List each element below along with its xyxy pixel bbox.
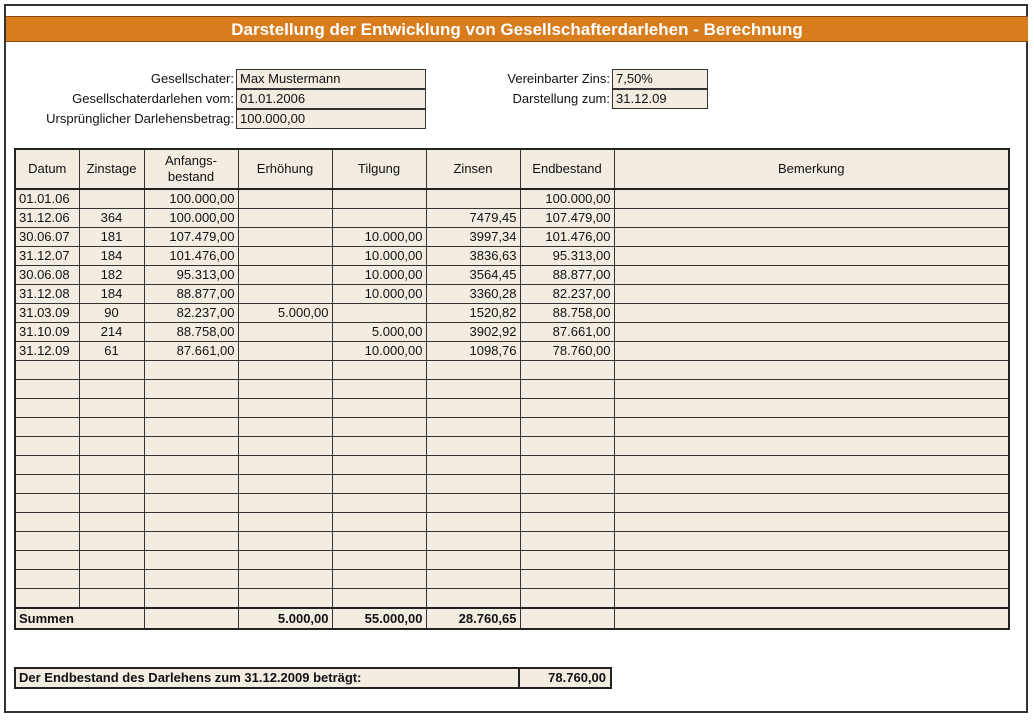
cell-endbestand[interactable]: 88.758,00	[520, 304, 614, 323]
cell-zinsen[interactable]: 3902,92	[426, 323, 520, 342]
cell-endbestand[interactable]: 82.237,00	[520, 285, 614, 304]
cell-tilgung[interactable]	[332, 189, 426, 209]
sum-label: Summen	[15, 608, 144, 629]
cell-empty[interactable]	[614, 456, 1009, 475]
table-row	[15, 342, 1009, 361]
col-header-zinsen: Zinsen	[426, 149, 520, 189]
col-header-bemerkung: Bemerkung	[614, 149, 1009, 189]
cell-empty[interactable]	[614, 532, 1009, 551]
table-row	[15, 304, 1009, 323]
cell-endbestand[interactable]: 88.877,00	[520, 266, 614, 285]
col-header-anfangsbestand: Anfangs- bestand	[144, 149, 238, 189]
cell-empty[interactable]	[332, 380, 426, 399]
cell-empty[interactable]	[79, 456, 144, 475]
cell-empty[interactable]	[332, 418, 426, 437]
cell-empty[interactable]	[426, 551, 520, 570]
page-title: Darstellung der Entwicklung von Gesellschafterdarlehen - Berechnung	[6, 16, 1028, 42]
table-row-empty	[15, 475, 1009, 494]
table-header-row	[15, 149, 1009, 189]
cell-empty[interactable]	[238, 589, 332, 609]
cell-empty[interactable]	[15, 380, 79, 399]
cell-empty[interactable]	[332, 570, 426, 589]
cell-empty[interactable]	[79, 494, 144, 513]
cell-empty[interactable]	[332, 513, 426, 532]
cell-empty[interactable]	[614, 570, 1009, 589]
cell-empty[interactable]	[426, 475, 520, 494]
cell-empty[interactable]	[520, 475, 614, 494]
cell-erhoehung[interactable]	[238, 189, 332, 209]
cell-empty[interactable]	[79, 532, 144, 551]
cell-empty[interactable]	[144, 456, 238, 475]
cell-empty[interactable]	[614, 475, 1009, 494]
table-row-empty	[15, 570, 1009, 589]
table-row-empty	[15, 418, 1009, 437]
cell-empty[interactable]	[520, 494, 614, 513]
cell-empty[interactable]	[144, 589, 238, 609]
cell-erhoehung[interactable]	[238, 342, 332, 361]
cell-empty[interactable]	[15, 361, 79, 380]
cell-empty[interactable]	[614, 589, 1009, 609]
table-row	[15, 228, 1009, 247]
cell-anfangsbestand[interactable]: 82.237,00	[144, 304, 238, 323]
cell-erhoehung[interactable]: 5.000,00	[238, 304, 332, 323]
cell-bemerkung[interactable]	[614, 247, 1009, 266]
cell-anfangsbestand[interactable]: 101.476,00	[144, 247, 238, 266]
cell-datum[interactable]: 31.12.09	[15, 342, 79, 361]
darstellung-field[interactable]: 31.12.09	[612, 89, 708, 109]
betrag-field[interactable]: 100.000,00	[236, 109, 426, 129]
cell-empty[interactable]	[520, 513, 614, 532]
cell-empty[interactable]	[79, 475, 144, 494]
cell-empty[interactable]	[426, 494, 520, 513]
cell-tilgung[interactable]: 10.000,00	[332, 228, 426, 247]
cell-bemerkung[interactable]	[614, 323, 1009, 342]
cell-empty[interactable]	[144, 532, 238, 551]
cell-empty[interactable]	[15, 494, 79, 513]
cell-zinstage[interactable]	[79, 189, 144, 209]
cell-empty[interactable]	[426, 532, 520, 551]
cell-empty[interactable]	[332, 494, 426, 513]
cell-empty[interactable]	[238, 513, 332, 532]
cell-empty[interactable]	[144, 570, 238, 589]
table-row-empty	[15, 551, 1009, 570]
sum-endbestand	[520, 608, 614, 629]
sum-tilgung: 55.000,00	[332, 608, 426, 629]
cell-empty[interactable]	[144, 437, 238, 456]
cell-empty[interactable]	[238, 570, 332, 589]
table-row-empty	[15, 399, 1009, 418]
col-header-erhoehung: Erhöhung	[238, 149, 332, 189]
cell-zinstage[interactable]: 184	[79, 247, 144, 266]
cell-empty[interactable]	[520, 361, 614, 380]
cell-empty[interactable]	[332, 361, 426, 380]
cell-endbestand[interactable]: 101.476,00	[520, 228, 614, 247]
cell-endbestand[interactable]: 95.313,00	[520, 247, 614, 266]
cell-zinstage[interactable]: 214	[79, 323, 144, 342]
cell-empty[interactable]	[520, 437, 614, 456]
cell-anfangsbestand[interactable]: 95.313,00	[144, 266, 238, 285]
table-row	[15, 266, 1009, 285]
cell-zinstage[interactable]: 181	[79, 228, 144, 247]
cell-empty[interactable]	[614, 551, 1009, 570]
cell-tilgung[interactable]: 5.000,00	[332, 323, 426, 342]
cell-bemerkung[interactable]	[614, 342, 1009, 361]
cell-bemerkung[interactable]	[614, 228, 1009, 247]
cell-empty[interactable]	[79, 437, 144, 456]
cell-empty[interactable]	[238, 437, 332, 456]
cell-empty[interactable]	[520, 418, 614, 437]
cell-tilgung[interactable]: 10.000,00	[332, 285, 426, 304]
cell-erhoehung[interactable]	[238, 247, 332, 266]
cell-empty[interactable]	[144, 494, 238, 513]
cell-zinsen[interactable]: 1098,76	[426, 342, 520, 361]
darlehen-vom-field[interactable]: 01.01.2006	[236, 89, 426, 109]
cell-zinstage[interactable]: 90	[79, 304, 144, 323]
cell-bemerkung[interactable]	[614, 266, 1009, 285]
cell-empty[interactable]	[144, 380, 238, 399]
table-row-empty	[15, 361, 1009, 380]
cell-datum[interactable]: 30.06.08	[15, 266, 79, 285]
cell-zinsen[interactable]: 3997,34	[426, 228, 520, 247]
cell-empty[interactable]	[332, 532, 426, 551]
cell-erhoehung[interactable]	[238, 228, 332, 247]
cell-datum[interactable]: 31.03.09	[15, 304, 79, 323]
cell-anfangsbestand[interactable]: 100.000,00	[144, 189, 238, 209]
cell-empty[interactable]	[79, 570, 144, 589]
gesellschafter-field[interactable]: Max Mustermann	[236, 69, 426, 89]
table-row-empty	[15, 494, 1009, 513]
cell-empty[interactable]	[238, 475, 332, 494]
cell-endbestand[interactable]: 87.661,00	[520, 323, 614, 342]
cell-empty[interactable]	[238, 361, 332, 380]
col-header-endbestand: Endbestand	[520, 149, 614, 189]
cell-empty[interactable]	[332, 437, 426, 456]
cell-empty[interactable]	[332, 551, 426, 570]
cell-empty[interactable]	[238, 494, 332, 513]
cell-erhoehung[interactable]	[238, 323, 332, 342]
cell-empty[interactable]	[144, 475, 238, 494]
cell-anfangsbestand[interactable]: 87.661,00	[144, 342, 238, 361]
table-row-empty	[15, 437, 1009, 456]
cell-empty[interactable]	[614, 494, 1009, 513]
cell-zinsen[interactable]: 3360,28	[426, 285, 520, 304]
betrag-label: Ursprünglicher Darlehensbetrag:	[46, 111, 234, 126]
cell-empty[interactable]	[144, 513, 238, 532]
cell-empty[interactable]	[520, 532, 614, 551]
cell-erhoehung[interactable]	[238, 285, 332, 304]
cell-bemerkung[interactable]	[614, 189, 1009, 209]
cell-empty[interactable]	[614, 418, 1009, 437]
gesellschafter-label: Gesellschater:	[150, 71, 234, 86]
cell-zinsen[interactable]: 3564,45	[426, 266, 520, 285]
cell-empty[interactable]	[238, 380, 332, 399]
table-row-empty	[15, 513, 1009, 532]
cell-bemerkung[interactable]	[614, 304, 1009, 323]
cell-empty[interactable]	[15, 418, 79, 437]
cell-empty[interactable]	[614, 437, 1009, 456]
cell-empty[interactable]	[144, 418, 238, 437]
cell-empty[interactable]	[520, 551, 614, 570]
cell-empty[interactable]	[426, 380, 520, 399]
sum-bemerkung	[614, 608, 1009, 629]
cell-empty[interactable]	[426, 437, 520, 456]
cell-erhoehung[interactable]	[238, 266, 332, 285]
cell-empty[interactable]	[614, 361, 1009, 380]
cell-empty[interactable]	[15, 551, 79, 570]
cell-empty[interactable]	[238, 456, 332, 475]
cell-empty[interactable]	[332, 456, 426, 475]
cell-tilgung[interactable]: 10.000,00	[332, 247, 426, 266]
cell-empty[interactable]	[520, 399, 614, 418]
cell-empty[interactable]	[79, 589, 144, 609]
cell-empty[interactable]	[520, 456, 614, 475]
loan-table	[14, 148, 1010, 630]
cell-empty[interactable]	[79, 399, 144, 418]
sum-zinsen: 28.760,65	[426, 608, 520, 629]
table-row-empty	[15, 456, 1009, 475]
cell-empty[interactable]	[426, 570, 520, 589]
table-row-empty	[15, 589, 1009, 609]
cell-tilgung[interactable]: 10.000,00	[332, 266, 426, 285]
cell-empty[interactable]	[15, 437, 79, 456]
cell-empty[interactable]	[614, 380, 1009, 399]
cell-empty[interactable]	[614, 513, 1009, 532]
cell-empty[interactable]	[332, 399, 426, 418]
cell-empty[interactable]	[79, 551, 144, 570]
table-row	[15, 189, 1009, 209]
endbestand-summary-value: 78.760,00	[518, 669, 610, 687]
cell-empty[interactable]	[238, 532, 332, 551]
cell-empty[interactable]	[79, 418, 144, 437]
cell-datum[interactable]: 31.12.07	[15, 247, 79, 266]
cell-empty[interactable]	[332, 589, 426, 609]
sum-erhoehung: 5.000,00	[238, 608, 332, 629]
darlehen-vom-label: Gesellschaterdarlehen vom:	[72, 91, 234, 106]
cell-empty[interactable]	[426, 589, 520, 609]
cell-endbestand[interactable]: 107.479,00	[520, 209, 614, 228]
cell-zinstage[interactable]: 364	[79, 209, 144, 228]
cell-endbestand[interactable]: 100.000,00	[520, 189, 614, 209]
cell-empty[interactable]	[144, 361, 238, 380]
cell-empty[interactable]	[15, 570, 79, 589]
col-header-zinstage: Zinstage	[79, 149, 144, 189]
cell-empty[interactable]	[15, 532, 79, 551]
endbestand-summary-label: Der Endbestand des Darlehens zum 31.12.2009 beträgt:	[19, 670, 362, 685]
cell-zinsen[interactable]: 7479,45	[426, 209, 520, 228]
zins-field[interactable]: 7,50%	[612, 69, 708, 89]
cell-empty[interactable]	[426, 418, 520, 437]
cell-empty[interactable]	[15, 456, 79, 475]
cell-empty[interactable]	[15, 513, 79, 532]
cell-empty[interactable]	[79, 380, 144, 399]
cell-tilgung[interactable]	[332, 209, 426, 228]
col-header-datum: Datum	[15, 149, 79, 189]
cell-empty[interactable]	[15, 475, 79, 494]
cell-bemerkung[interactable]	[614, 209, 1009, 228]
cell-empty[interactable]	[144, 399, 238, 418]
cell-zinsen[interactable]	[426, 189, 520, 209]
cell-endbestand[interactable]: 78.760,00	[520, 342, 614, 361]
cell-bemerkung[interactable]	[614, 285, 1009, 304]
cell-zinsen[interactable]: 3836,63	[426, 247, 520, 266]
cell-empty[interactable]	[15, 399, 79, 418]
cell-empty[interactable]	[79, 513, 144, 532]
cell-anfangsbestand[interactable]: 107.479,00	[144, 228, 238, 247]
cell-empty[interactable]	[426, 361, 520, 380]
col-header-tilgung: Tilgung	[332, 149, 426, 189]
cell-datum[interactable]: 31.10.09	[15, 323, 79, 342]
table-row	[15, 285, 1009, 304]
table-row	[15, 323, 1009, 342]
sum-row	[15, 608, 1009, 629]
cell-empty[interactable]	[332, 475, 426, 494]
cell-empty[interactable]	[520, 589, 614, 609]
sum-anfangsbestand	[144, 608, 238, 629]
cell-datum[interactable]: 31.12.08	[15, 285, 79, 304]
endbestand-summary	[14, 667, 612, 689]
table-row-empty	[15, 380, 1009, 399]
cell-empty[interactable]	[426, 399, 520, 418]
table-row	[15, 209, 1009, 228]
cell-zinstage[interactable]: 182	[79, 266, 144, 285]
cell-empty[interactable]	[426, 513, 520, 532]
cell-anfangsbestand[interactable]: 100.000,00	[144, 209, 238, 228]
cell-empty[interactable]	[426, 456, 520, 475]
cell-empty[interactable]	[238, 399, 332, 418]
cell-zinstage[interactable]: 61	[79, 342, 144, 361]
cell-empty[interactable]	[144, 551, 238, 570]
cell-erhoehung[interactable]	[238, 209, 332, 228]
cell-empty[interactable]	[614, 399, 1009, 418]
table-row	[15, 247, 1009, 266]
cell-empty[interactable]	[238, 418, 332, 437]
cell-empty[interactable]	[520, 380, 614, 399]
cell-anfangsbestand[interactable]: 88.758,00	[144, 323, 238, 342]
zins-label: Vereinbarter Zins:	[507, 71, 610, 86]
darstellung-label: Darstellung zum:	[512, 91, 610, 106]
cell-empty[interactable]	[15, 589, 79, 609]
cell-datum[interactable]: 01.01.06	[15, 189, 79, 209]
cell-empty[interactable]	[79, 361, 144, 380]
cell-tilgung[interactable]: 10.000,00	[332, 342, 426, 361]
cell-zinsen[interactable]: 1520,82	[426, 304, 520, 323]
cell-empty[interactable]	[520, 570, 614, 589]
cell-empty[interactable]	[238, 551, 332, 570]
cell-zinstage[interactable]: 184	[79, 285, 144, 304]
cell-anfangsbestand[interactable]: 88.877,00	[144, 285, 238, 304]
cell-datum[interactable]: 31.12.06	[15, 209, 79, 228]
cell-tilgung[interactable]	[332, 304, 426, 323]
table-row-empty	[15, 532, 1009, 551]
cell-datum[interactable]: 30.06.07	[15, 228, 79, 247]
